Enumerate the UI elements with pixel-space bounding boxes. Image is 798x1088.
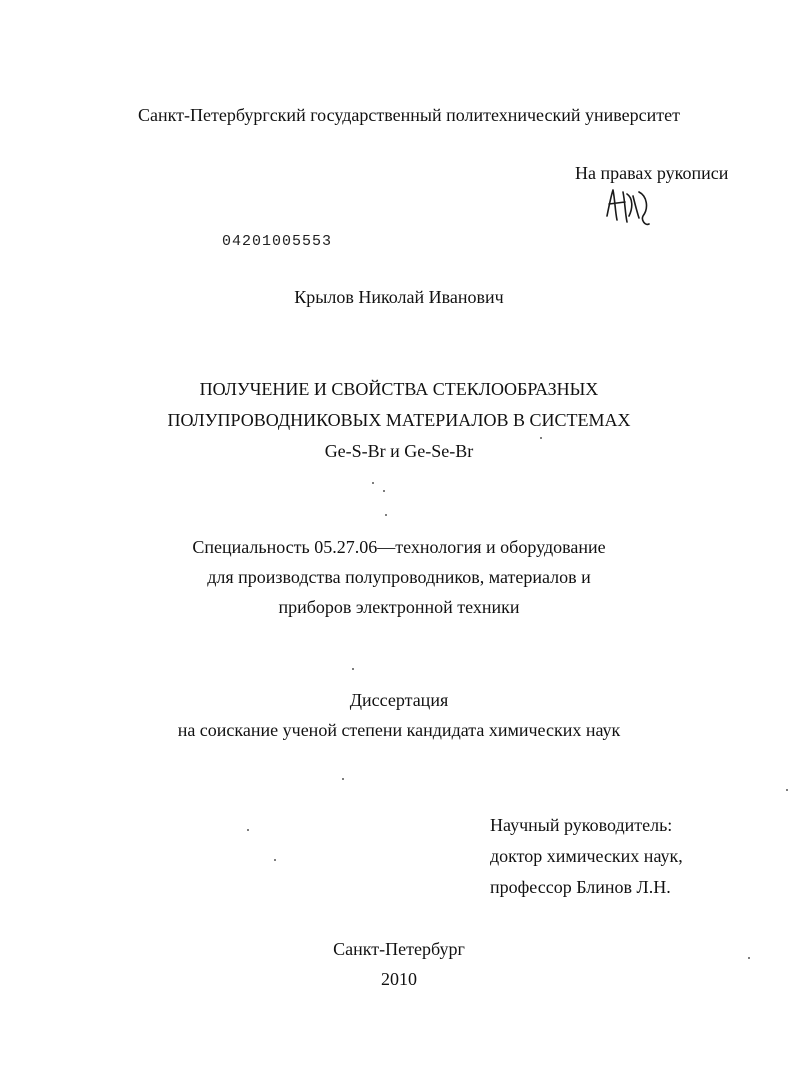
scan-speck [385,514,387,516]
manuscript-rights-note: На правах рукописи [575,163,729,183]
specialty-line-1: Специальность 05.27.06—технология и оборудование [192,537,606,557]
scan-speck [786,789,788,791]
title-line-2: ПОЛУПРОВОДНИКОВЫХ МАТЕРИАЛОВ В СИСТЕМАХ [167,410,631,430]
scan-speck [274,859,276,861]
degree-sought: на соискание ученой степени кандидата химических наук [177,720,621,740]
scan-speck [342,778,344,780]
scan-speck [247,829,249,831]
document-number: 04201005553 [222,233,333,250]
scan-speck [748,957,750,959]
author-name: Крылов Николай Иванович [294,287,504,307]
scan-speck [540,437,542,439]
title-line-1: ПОЛУЧЕНИЕ И СВОЙСТВА СТЕКЛООБРАЗНЫХ [199,379,599,399]
dissertation-label: Диссертация [349,690,449,710]
year: 2010 [381,969,417,989]
specialty-line-2: для производства полупроводников, материалов и [207,567,591,587]
supervisor-name: профессор Блинов Л.Н. [490,877,671,897]
university-name: Санкт-Петербургский государственный политехнический университет [138,105,680,125]
scan-speck [372,482,374,484]
signature-mark [603,186,655,228]
supervisor-label: Научный руководитель: [490,815,673,835]
scan-speck [352,668,354,670]
city: Санкт-Петербург [333,939,465,959]
supervisor-degree: доктор химических наук, [490,846,683,866]
title-line-3: Ge-S-Br и Ge-Se-Br [324,441,474,461]
specialty-line-3: приборов электронной техники [278,597,520,617]
scan-speck [383,490,385,492]
